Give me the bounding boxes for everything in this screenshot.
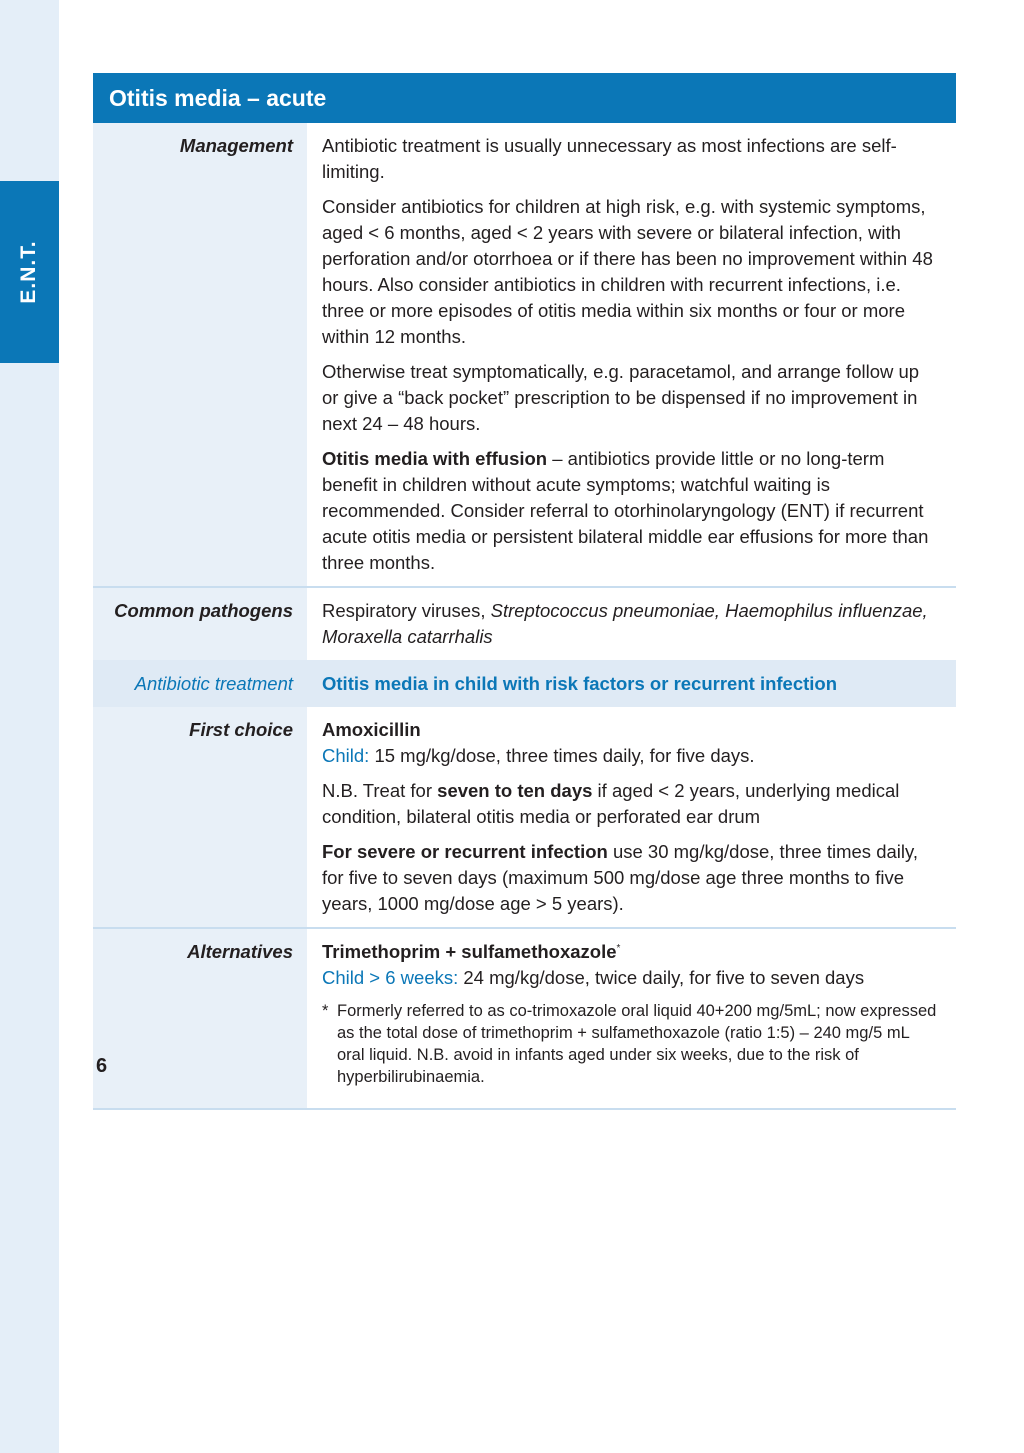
child-dose-label: Child > 6 weeks: xyxy=(322,967,459,988)
alternatives-content xyxy=(307,929,956,1108)
page-number: 6 xyxy=(96,1055,108,1077)
alternatives-label: Alternatives xyxy=(93,929,307,1108)
footnote-mark: * xyxy=(322,1002,329,1020)
pathogens-content xyxy=(307,588,956,660)
management-row xyxy=(93,123,956,588)
footnote xyxy=(322,1000,940,1088)
effusion-heading: Otitis media with effusion xyxy=(322,448,548,469)
first-choice-content xyxy=(307,707,956,927)
first-choice-row xyxy=(93,707,956,929)
pathogens-row xyxy=(93,588,956,660)
management-paragraph: Consider antibiotics for children at high risk, e.g. with systemic symptoms, aged < 6 months, aged < 2 years with severe or bilateral infection, with perforation and/or otorrhoea or if there has been no improvement within 48 hours. Also consider antibiotics in children with recurrent infections, i.e. three or more episodes of otitis media within six months or four or more within 12 months. xyxy=(322,196,933,347)
first-choice-drug: Amoxicillin xyxy=(322,719,421,740)
footnote-marker: * xyxy=(616,942,621,954)
child-dose: 24 mg/kg/dose, twice daily, for five to seven days xyxy=(458,967,865,988)
alternatives-row xyxy=(93,929,956,1110)
pathogens-label: Common pathogens xyxy=(93,588,307,660)
management-paragraph xyxy=(322,446,940,576)
severe-heading: For severe or recurrent infection xyxy=(322,841,608,862)
management-content xyxy=(307,123,956,586)
nb-text: if aged < 2 years, underlying medical condition, bilateral otitis media or perforated ear drum xyxy=(322,780,900,827)
alternative-drug: Trimethoprim + sulfamethoxazole xyxy=(322,941,617,962)
effusion-text: – antibiotics provide little or no long-term benefit in children without acute symptoms; watchful waiting is recommended. Consider referral to otorhinolaryngology (ENT) if recurrent acute otitis media or persistent bilateral middle ear effusions for more than three months. xyxy=(322,448,929,573)
nb-duration: seven to ten days xyxy=(437,780,593,801)
child-dose-label: Child: xyxy=(322,745,370,766)
pathogens-prefix: Respiratory viruses, xyxy=(322,600,491,621)
page-title: Otitis media – acute xyxy=(93,73,956,123)
management-paragraph: Otherwise treat symptomatically, e.g. paracetamol, and arrange follow up or give a “back pocket” prescription to be dispensed if no improvement in next 24 – 48 hours. xyxy=(322,361,920,434)
guideline-panel xyxy=(93,73,956,1110)
severe-text: use 30 mg/kg/dose, three times daily, for five to seven days (maximum 500 mg/dose age three months to five years, 1000 mg/dose age > 5 years). xyxy=(322,841,919,914)
antibiotic-treatment-heading: Otitis media in child with risk factors or recurrent infection xyxy=(307,660,956,707)
pathogens-species: Streptococcus pneumoniae, Haemophilus influenzae, Moraxella catarrhalis xyxy=(322,600,928,647)
antibiotic-treatment-label: Antibiotic treatment xyxy=(93,660,307,707)
section-tab-label: E.N.T. xyxy=(17,240,40,304)
management-paragraph: Antibiotic treatment is usually unnecessary as most infections are self-limiting. xyxy=(322,135,897,182)
management-label: Management xyxy=(93,123,307,586)
antibiotic-treatment-row xyxy=(93,660,956,707)
child-dose: 15 mg/kg/dose, three times daily, for five days. xyxy=(369,745,755,766)
nb-prefix: N.B. Treat for xyxy=(322,780,438,801)
first-choice-label: First choice xyxy=(93,707,307,927)
footnote-text: Formerly referred to as co-trimoxazole oral liquid 40+200 mg/5mL; now expressed as the total dose of trimethoprim + sulfamethoxazole (ratio 1:5) – 240 mg/5 mL oral liquid. N.B. avoid in infants aged under six weeks, due to the risk of hyperbilirubinaemia. xyxy=(337,1002,937,1086)
